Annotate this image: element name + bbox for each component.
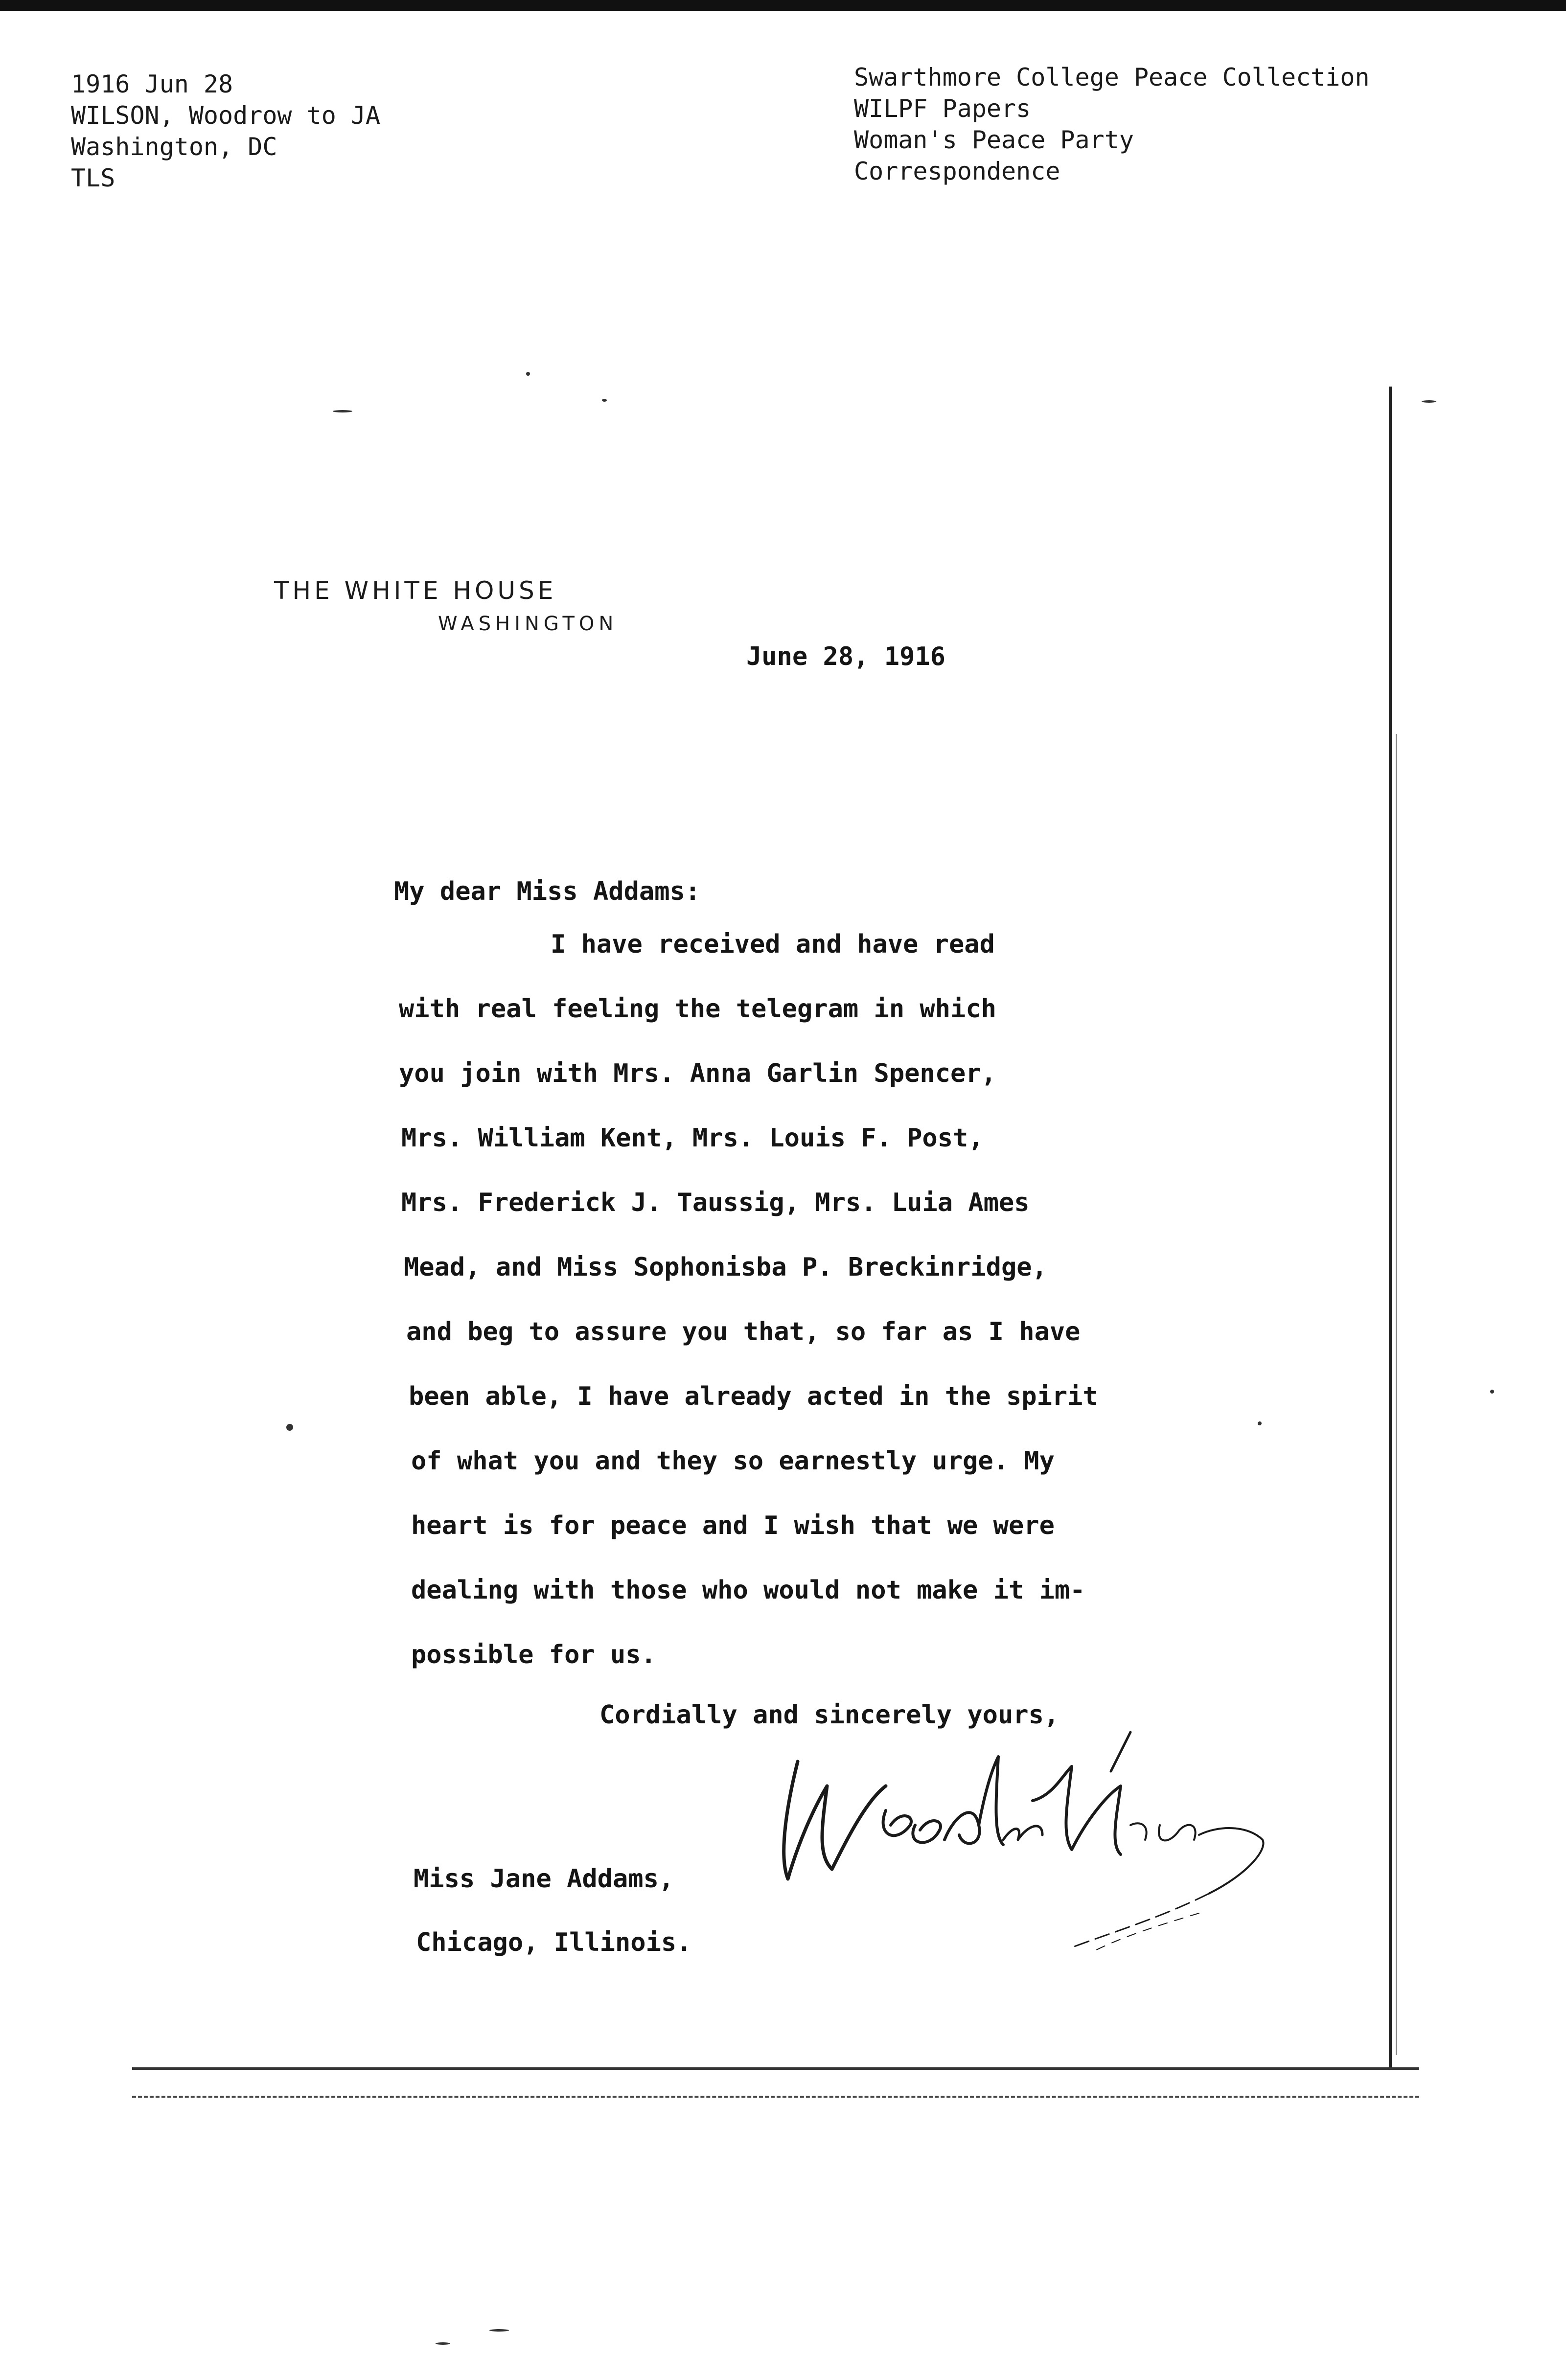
scan-speck — [602, 399, 607, 402]
scan-top-edge — [0, 0, 1566, 11]
body-line: with real feeling the telegram in which — [399, 994, 996, 1024]
letter-sheet-bottom-shadow — [132, 2096, 1419, 2098]
scan-speck — [286, 1424, 293, 1431]
scan-speck — [1422, 400, 1436, 403]
letter-sheet-bottom-edge — [132, 2067, 1419, 2070]
meta-correspondents: WILSON, Woodrow to JA — [71, 101, 381, 130]
body-line: heart is for peace and I wish that we were — [411, 1511, 1055, 1540]
meta-collection: Swarthmore College Peace Collection — [854, 63, 1370, 92]
scan-speck — [1490, 1390, 1494, 1394]
body-line: and beg to assure you that, so far as I have — [406, 1317, 1081, 1347]
meta-papers: WILPF Papers — [854, 94, 1031, 123]
scan-speck — [1258, 1421, 1262, 1425]
body-line: you join with Mrs. Anna Garlin Spencer, — [399, 1059, 996, 1088]
body-line: of what you and they so earnestly urge. My — [411, 1446, 1055, 1476]
letter-sheet-right-edge — [1389, 387, 1392, 2070]
body-line: Mead, and Miss Sophonisba P. Breckinridge, — [404, 1253, 1047, 1282]
signature-woodrow-wilson — [768, 1727, 1277, 1962]
scan-speck — [333, 410, 352, 412]
meta-place: Washington, DC — [71, 133, 277, 161]
scan-speck — [436, 2342, 450, 2345]
letter-closing: Cordially and sincerely yours, — [599, 1700, 1059, 1730]
body-line: I have received and have read — [551, 930, 995, 959]
recipient-city: Chicago, Illinois. — [416, 1928, 692, 1957]
body-line: dealing with those who would not make it im- — [411, 1576, 1085, 1605]
archive-meta-left — [71, 69, 380, 194]
letterhead-title: THE WHITE HOUSE — [274, 576, 557, 605]
letterhead-subtitle: WASHINGTON — [438, 613, 618, 635]
letter-sheet-right-shadow — [1396, 734, 1397, 2055]
body-line: possible for us. — [411, 1640, 656, 1670]
body-line: Mrs. William Kent, Mrs. Louis F. Post, — [401, 1123, 984, 1153]
letter-date: June 28, 1916 — [746, 642, 945, 671]
scan-speck — [526, 372, 530, 376]
body-line: Mrs. Frederick J. Taussig, Mrs. Luia Ames — [401, 1188, 1030, 1217]
meta-date: 1916 Jun 28 — [71, 70, 233, 98]
recipient-name: Miss Jane Addams, — [414, 1864, 674, 1894]
meta-series: Woman's Peace Party — [854, 126, 1134, 154]
scan-speck — [489, 2329, 509, 2332]
meta-type: TLS — [71, 164, 115, 192]
letter-salutation: My dear Miss Addams: — [394, 877, 701, 906]
archive-meta-right — [854, 62, 1370, 187]
meta-subseries: Correspondence — [854, 157, 1060, 185]
body-line: been able, I have already acted in the spirit — [409, 1382, 1098, 1411]
